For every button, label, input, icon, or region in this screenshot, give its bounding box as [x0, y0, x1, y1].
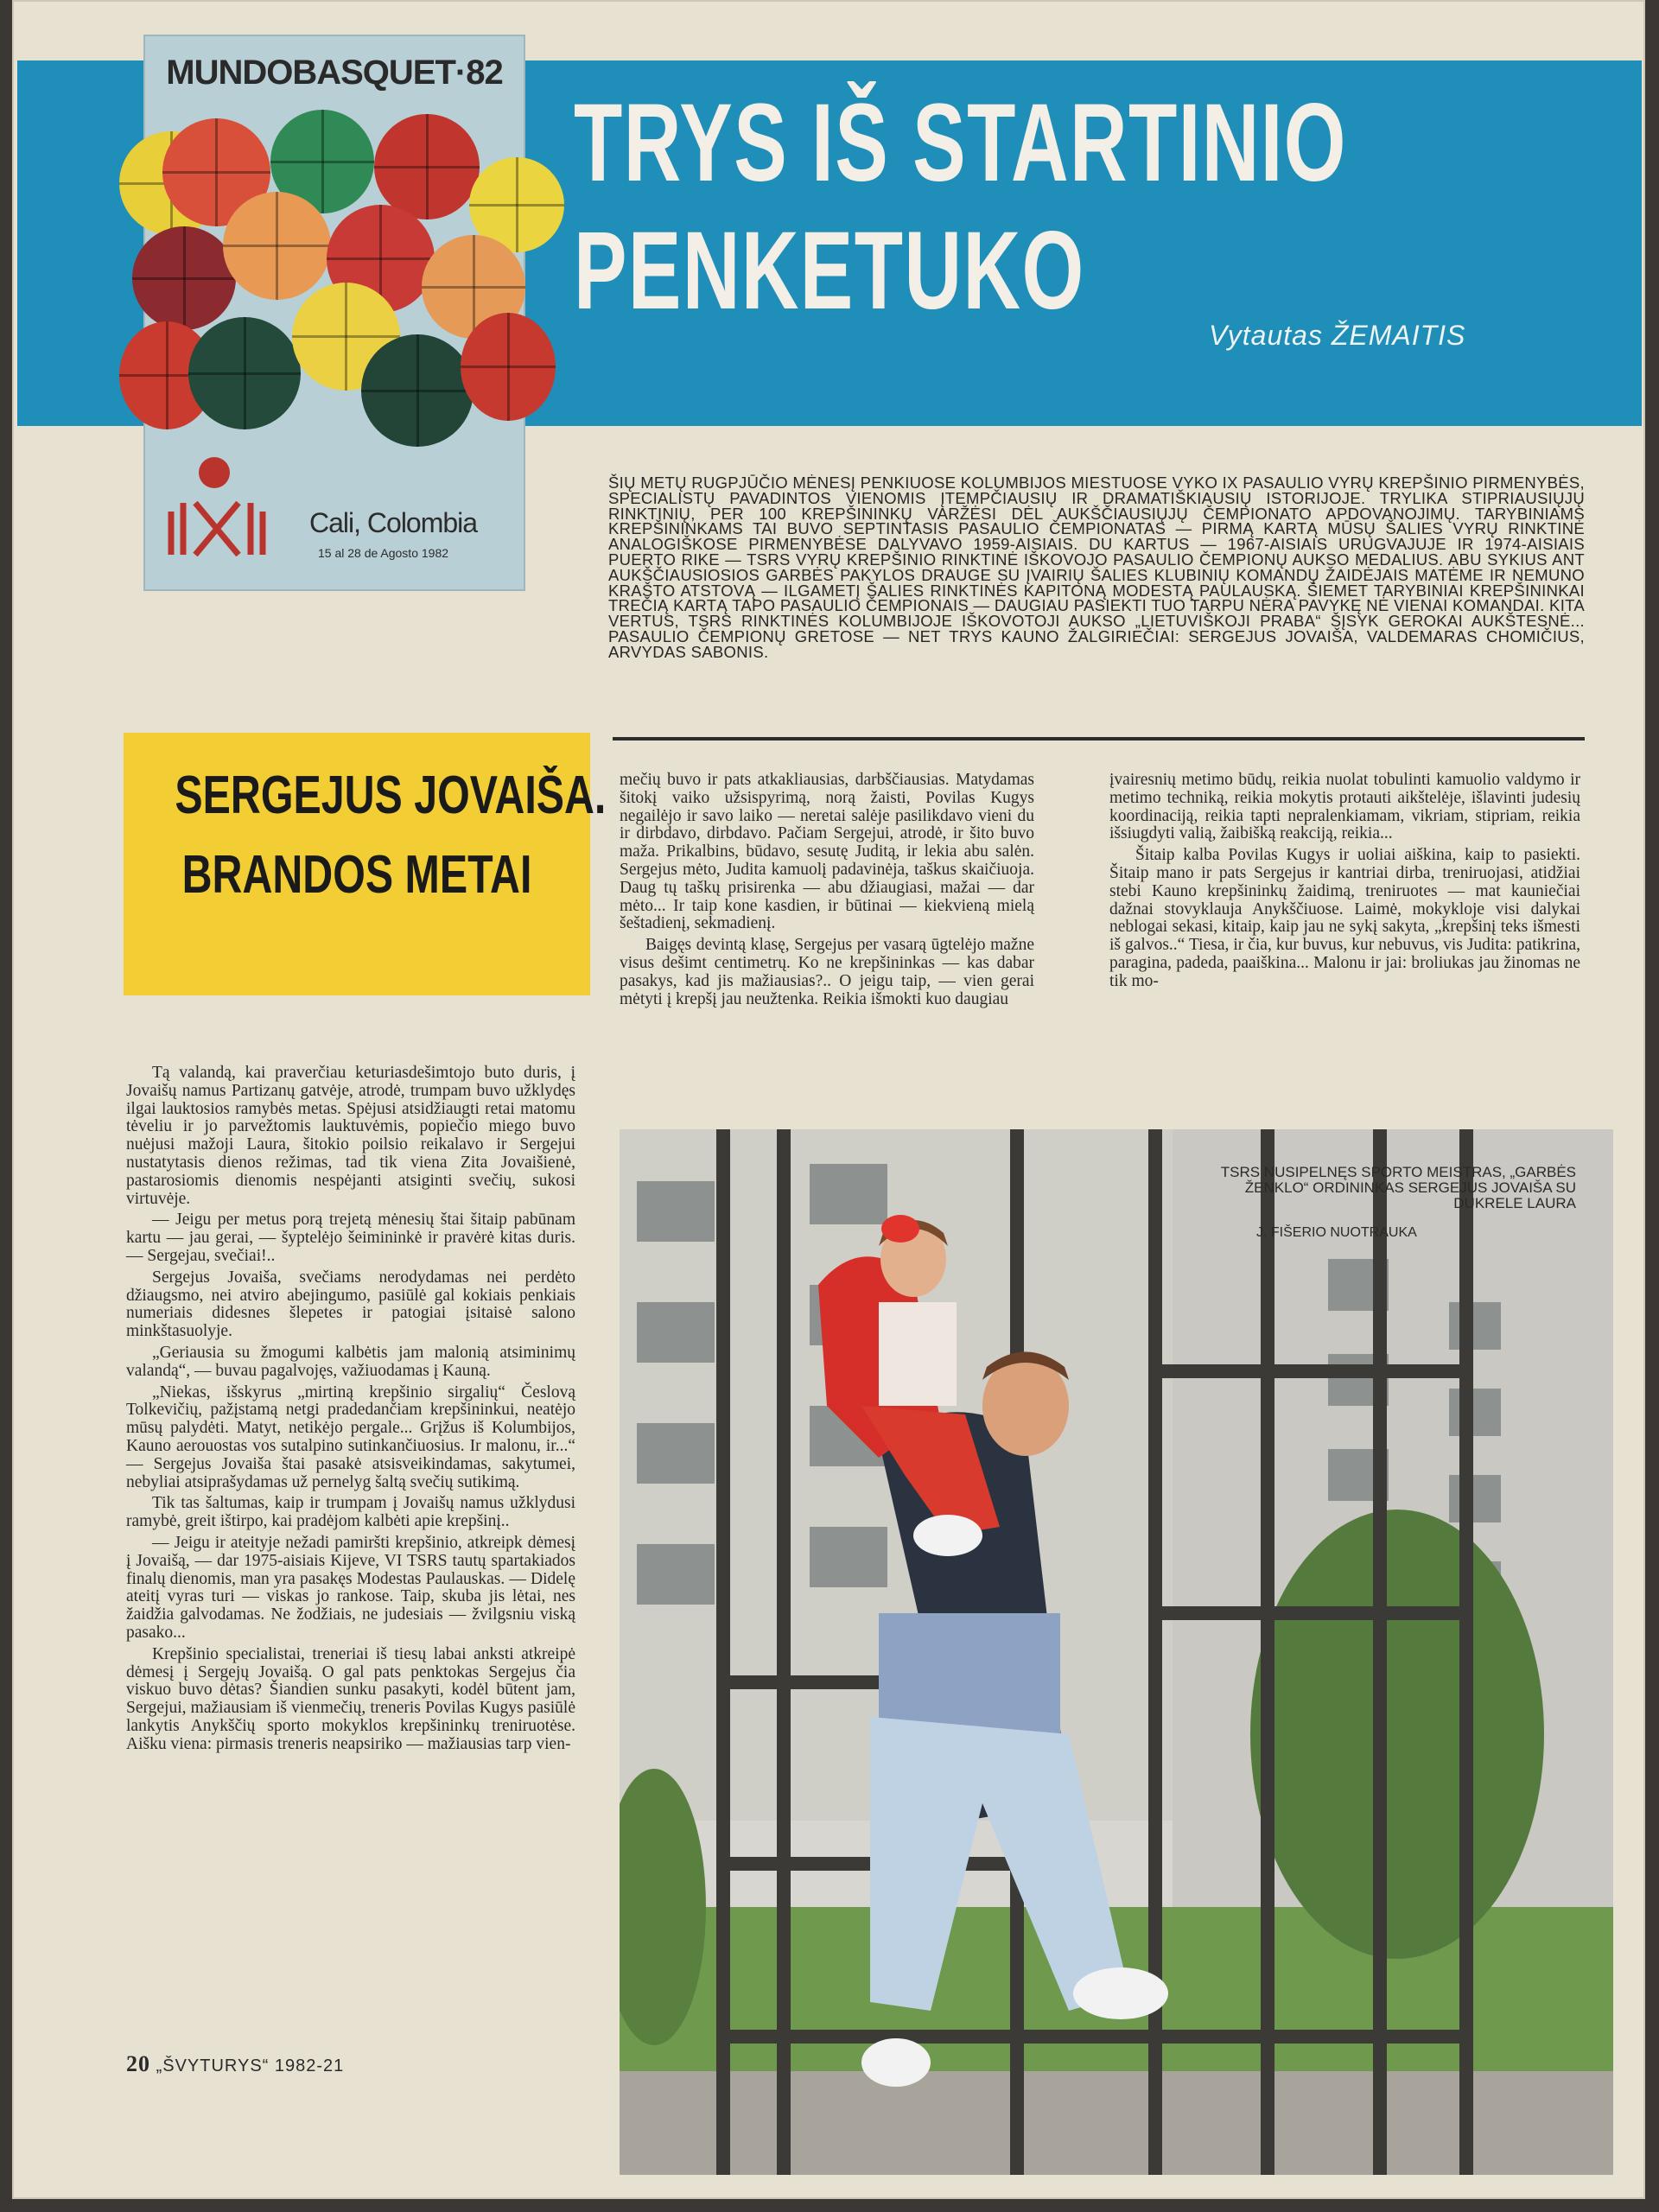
paragraph: Baigęs devintą klasę, Sergejus per vasarą ūgtelėjo mažne visus dešimt centimetrų. Ko ne krepšininkas — kas dabar pasakys, kad jis mažiausias?.. O jeigu taip, — vien gerai mėtyti į krepšį jau neužtenka. Reikia išmokti kuo daugiau [620, 936, 1034, 1008]
text-column-3 [1109, 772, 1580, 991]
basketball-icon [361, 334, 474, 447]
paragraph: mečių buvo ir pats atkakliausias, darbščiausias. Matydamas šitokį vaiko užsispyrimą, norą žaisti, Povilas Kugys negailėjo ir savo laiko — neretai salėje pasilikdavo vieni du ir dirbdavo, dirbdavo. Pačiam Sergejui, atrodė, ir šito buvo maža. Prikalbins, būdavo, sesutę Juditą, ir lekia abu salėn. Sergejus mėto, Judita kamuolį padavinėja, taškus skaičiuoja. Daug tų taškų prisirenka — abu džiaugiasi, mažai — dar mėto... Ir taip kone kasdien, ir būtinai — kiekvieną mielą šeštadienį, sekmadienį. [620, 771, 1034, 933]
paragraph: Tik tas šaltumas, kaip ir trumpam į Jovaišų namus užklydusi ramybė, greit ištirpo, kai pradėjom kalbėti apie krepšinį.. [126, 1494, 575, 1531]
text-column-2 [620, 772, 1034, 1008]
text-column-1 [126, 1065, 575, 1753]
paragraph: Sergejus Jovaiša, svečiams nerodydamas nei perdėto džiaugsmo, nei atviro abejingumo, pasiūlė gal kokiais penkiais numeriais didesnes šlepetes ir patogiai įsitaisė salono minkštasuolyje. [126, 1268, 575, 1341]
paragraph: — Jeigu ir ateityje nežadi pamiršti krepšinio, atkreipk dėmesį į Jovaišą, — dar 1975-aisiais Kijeve, VI TSRS tautų spartakiados finalų dienomis, man yra pasakęs Modestas Paulauskas. — Didelę ateitį vyras turi — viskas jo rankose. Taip, skuba jis lėtai, nes žaidžia galvodamas. Ne žodžiais, ne judesiais — žvilgsniu viską pasako... [126, 1533, 575, 1642]
divider-rule [613, 737, 1585, 741]
page-number: 20 [126, 2051, 150, 2076]
championship-logo-icon [161, 451, 273, 563]
photo-jovaisa-with-daughter [620, 1129, 1613, 2175]
poster-city: Cali, Colombia [309, 507, 478, 538]
title-line-2: PENKETUKO [574, 209, 1085, 333]
mundobasquet-poster [143, 35, 525, 591]
photo-credit: J. FIŠERIO NUOTRAUKA [1256, 1225, 1417, 1240]
paragraph: — Jeigu per metus porą trejetą mėnesių štai šitaip pabūnam kartu — jau gerai, — šyptelėjo šeimininkė ir pravėrė kitas duris. — Sergejau, svečiai!.. [126, 1211, 575, 1265]
subhead-line-1: SERGEJUS JOVAIŠA. [175, 766, 607, 825]
poster-dates: 15 al 28 de Agosto 1982 [318, 546, 449, 560]
paragraph: „Geriausia su žmogumi kalbėtis jam malonią atsiminimų valandą“, — buvau pagalvojęs, važiuodamas į Kauną. [126, 1343, 575, 1380]
photo-caption: TSRS NUSIPELNĘS SPORTO MEISTRAS, „GARBĖS ŽENKLO“ ORDININKAS SERGEJUS JOVAIŠA SU DUKRELE LAURA [1220, 1164, 1576, 1211]
paragraph: Krepšinio specialistai, treneriai iš tiesų labai anksti atkreipė dėmesį į Sergejų Jovaišą. O gal pats penktokas Sergejus čia viskuo buvo dėtas? Šiandien sunku pasakyti, kodėl būtent jam, Sergejui, mažiausiam iš vienmečių, treneris Povilas Kugys pasiūlė lankytis Anykščių sporto mokyklos krepšininkų treniruotėse. Aišku viena: pirmasis treneris neapsiriko — mažiausias tarp vien- [126, 1644, 575, 1753]
paragraph: įvairesnių metimo būdų, reikia nuolat tobulinti kamuolio valdymo ir metimo techniką, reikia mokytis protauti aikštelėje, išlavinti judesių koordinaciją, reikia tapti nepralenkiamam, vikriam, stipriam, reikia išsiugdyti valią, žaibišką reakciją, reikia... [1109, 771, 1580, 843]
subhead-line-2: BRANDOS METAI [181, 845, 532, 905]
paragraph: „Niekas, išskyrus „mirtiną krepšinio sirgalių“ Česlovą Tolkevičių, pažįstamą netgi pradedančiam krepšininkui, neatėjo mūsų palydėti. Matyt, netikėjo pergale... Grįžus iš Kolumbijos, Kauno aerouostas vos sutalpino sutinkančiuosius. Ir malonu, ir...“ — Sergejus Jovaiša štai pasakė atsisveikindamas, sakytumei, nebyliai atsiprašydamas už pernelyg šaltą svečių sutikimą. [126, 1382, 575, 1491]
publication-name: „ŠVYTURYS“ 1982-21 [156, 2056, 345, 2075]
poster-title: MUNDOBASQUET·82 [166, 54, 503, 92]
basketball-icon [188, 317, 301, 429]
basketball-icon [461, 313, 556, 421]
author-name: Vytautas ŽEMAITIS [1209, 320, 1466, 351]
basketball-icon [374, 114, 480, 219]
basketball-icon [132, 226, 236, 330]
subhead-title [175, 756, 607, 915]
page-footer [126, 2051, 344, 2077]
paragraph: Šitaip kalba Povilas Kugys ir uoliai aiškina, kaip to pasiekti. Šitaip mano ir pats Sergejus ir kantriai dirba, treniruojasi, atidžiai stebi Kauno krepšininkų žaidimą, treniruotes — mat kauniečiai dažnai stovyklauja Anykščiuose. Laimė, mokykloje visi dalykai neblogai sekasi, kitaip, kaip jau ne sykį sakyta, „krepšinį teks išmesti iš galvos..“ Tiesa, ir čia, kur buvus, kur nebuvus, vis Judita: patikrina, paragina, padeda, paaiškina... Malonu ir jai: broliukas jau žinomas ne tik mo- [1109, 846, 1580, 990]
title-line-1: TRYS IŠ STARTINIO [574, 81, 1347, 205]
magazine-page [12, 0, 1645, 2199]
lead-paragraph: ŠIŲ METŲ RUGPJŪČIO MĖNESĮ PENKIUOSE KOLUMBIJOS MIESTUOSE VYKO IX PASAULIO VYRŲ KREPŠINIO PIRMENYBĖS, SPECIALISTŲ PAVADINTOS VIENOMIS ĮTEMPČIAUSIŲ IR DRAMATIŠKIAUSIŲ ISTORIJOJE. TRYLIKA STIPRIAUSIŲJŲ RINKTINIŲ, PER 100 KREPŠININKŲ VARŽĖSI DĖL AUKŠČIAUSIŲJŲ ČEMPIONATO APDOVANOJIMŲ. TARYBINIAMS KREPŠININKAMS TAI BUVO SEPTINTASIS PASAULIO ČEMPIONATAS — PIRMĄ KARTĄ MŪSŲ ŠALIES VYRŲ RINKTINĖ ANALOGIŠKOSE PIRMENYBĖSE DALYVAVO 1959-AISIAIS. DU KARTUS — 1967-AISIAIS URUGVAJUJE IR 1974-AISIAIS PUERTO RIKE — TSRS VYRŲ KREPŠINIO RINKTINĖ IŠKOVOJO PASAULIO ČEMPIONŲ AUKSO MEDALIUS. ABU SYKIUS ANT AUKŠČIAUSIOSIOS GARBĖS PAKYLOS DRAUGE SU ĮVAIRIŲ ŠALIES KLUBINIŲ KOMANDŲ ŽAIDĖJAIS MATĖME IR NEMUNO KRAŠTO ATSTOVĄ — ILGAMETĮ ŠALIES RINKTINĖS KAPITONĄ MODESTĄ PAULAUSKĄ. ŠIEMET TARYBINIAI KREPŠININKAI TREČIĄ KARTĄ TAPO PASAULIO ČEMPIONAIS — DAUGIAU PASIEKTI TUO TARPU NĖRA PAVYKĘ NĖ VIENAI KOMANDAI. KITA VERTUS, TSRS RINKTINĖS KOLUMBIJOJE IŠKOVOTOJI AUKSO „LIETUVIŠKOJI PRABA“ ŠĮSYK GEROKAI AUKŠTESNĖ... PASAULIO ČEMPIONŲ GRETOSE — NET TRYS KAUNO ŽALGIRIEČIAI: SERGEJUS JOVAIŠA, VALDEMARAS CHOMIČIUS, ARVYDAS SABONIS. [608, 474, 1585, 661]
basketball-icon [223, 192, 331, 300]
paragraph: Tą valandą, kai praverčiau keturiasdešimtojo buto duris, į Jovaišų namus Partizanų gatvėje, atrodė, trumpam buvo užklydęs ilgai lauktosios ramybės metas. Spėjusi atsidžiaugti retai matomu tėveliu ir jo parvežtomis lauktuvėmis, popiečio miego buvo nuėjusi mažoji Laura, šitokio poilsio reikalavo ir Sergejui nustatytasis dienos režimas, tad tik viena Zita Jovaišienė, pastarosiomis dienomis nespėjanti atsiginti svečių, sukosi virtuvėje. [126, 1064, 575, 1208]
article-title [574, 79, 1347, 335]
